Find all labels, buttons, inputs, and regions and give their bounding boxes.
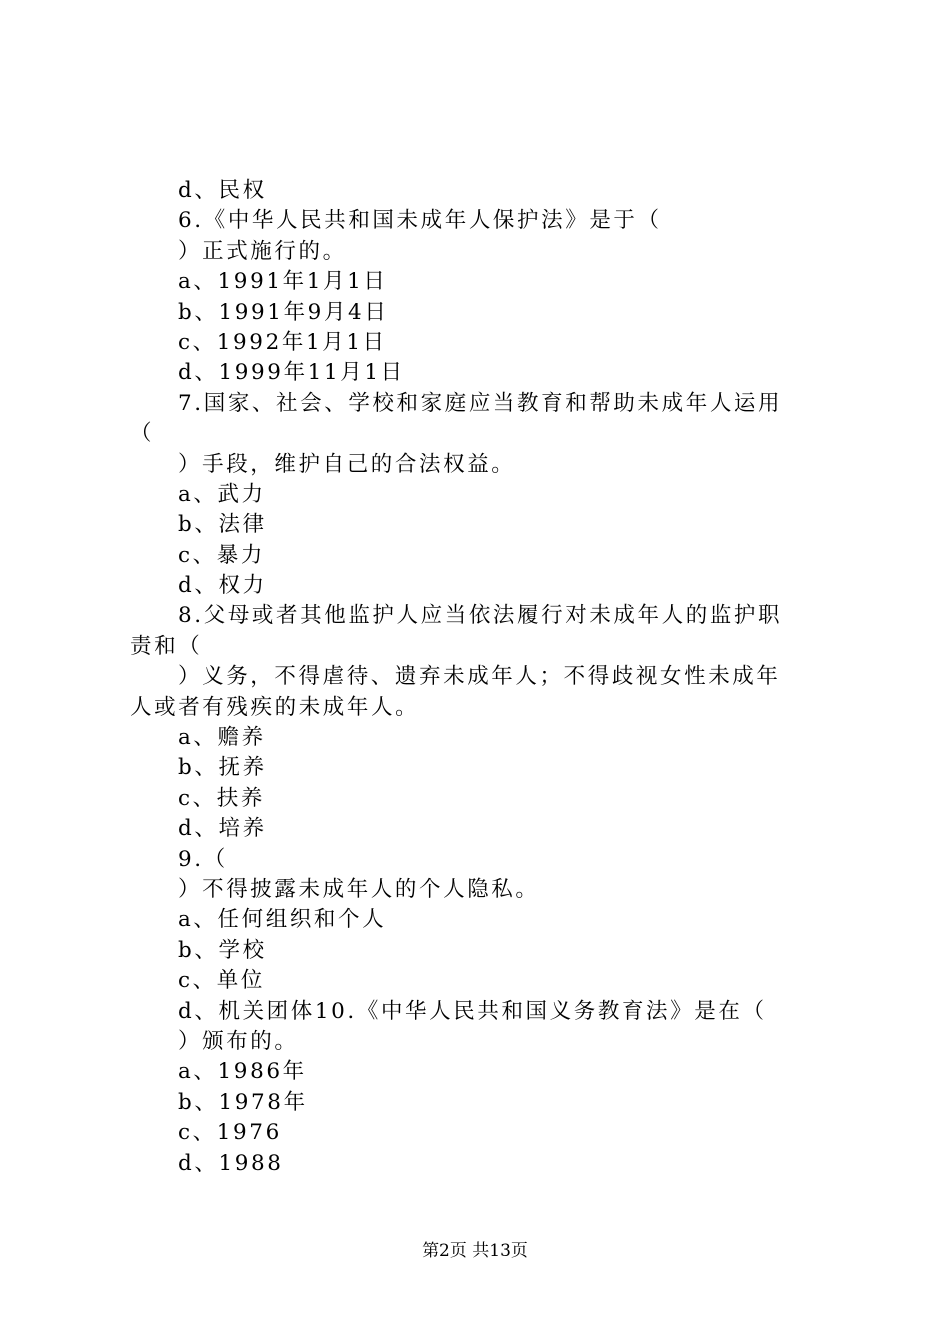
document-body (130, 176, 835, 1179)
text-line: 责和（ (130, 633, 203, 659)
text-line: ）不得披露未成年人的个人隐私。 (178, 876, 540, 902)
option-line: b、学校 (178, 937, 267, 963)
option-line: d、1988 (178, 1150, 284, 1176)
option-line: b、抚养 (178, 755, 267, 781)
text-line: 人或者有残疾的未成年人。 (130, 694, 420, 720)
question-9-stem: 9.（ (178, 846, 228, 872)
option-line: a、任何组织和个人 (178, 907, 387, 933)
option-line: c、暴力 (178, 542, 265, 568)
text-line: d、民权 (178, 178, 267, 203)
text-line: ）颁布的。 (178, 1028, 299, 1054)
option-line: b、法律 (178, 512, 267, 538)
option-line: b、1978年 (178, 1089, 308, 1115)
question-6-stem: 6.《中华人民共和国未成年人保护法》是于（ (178, 208, 662, 234)
option-line: c、单位 (178, 968, 265, 994)
text-line: ）正式施行的。 (178, 238, 347, 264)
option-line: a、赡养 (178, 725, 266, 751)
option-line: b、1991年9月4日 (178, 299, 389, 325)
option-line: d、培养 (178, 816, 267, 842)
text-line: ）手段，维护自己的合法权益。 (178, 451, 516, 477)
option-line: a、武力 (178, 481, 266, 507)
option-line: c、扶养 (178, 785, 265, 811)
text-line: （ (130, 421, 155, 447)
text-line: ）义务，不得虐待、遗弃未成年人；不得歧视女性未成年 (178, 664, 781, 690)
question-7-stem: 7.国家、社会、学校和家庭应当教育和帮助未成年人运用 (178, 390, 783, 416)
page-number-footer: 第2页 共13页 (422, 1241, 528, 1261)
option-line: c、1992年1月1日 (178, 329, 387, 355)
question-10-stem: d、机关团体10.《中华人民共和国义务教育法》是在（ (178, 998, 767, 1024)
question-8-stem: 8.父母或者其他监护人应当依法履行对未成年人的监护职 (178, 603, 783, 629)
option-line: a、1991年1月1日 (178, 269, 388, 295)
option-line: a、1986年 (178, 1059, 307, 1085)
option-line: d、权力 (178, 573, 267, 599)
option-line: c、1976 (178, 1120, 282, 1146)
option-line: d、1999年11月1日 (178, 360, 405, 386)
